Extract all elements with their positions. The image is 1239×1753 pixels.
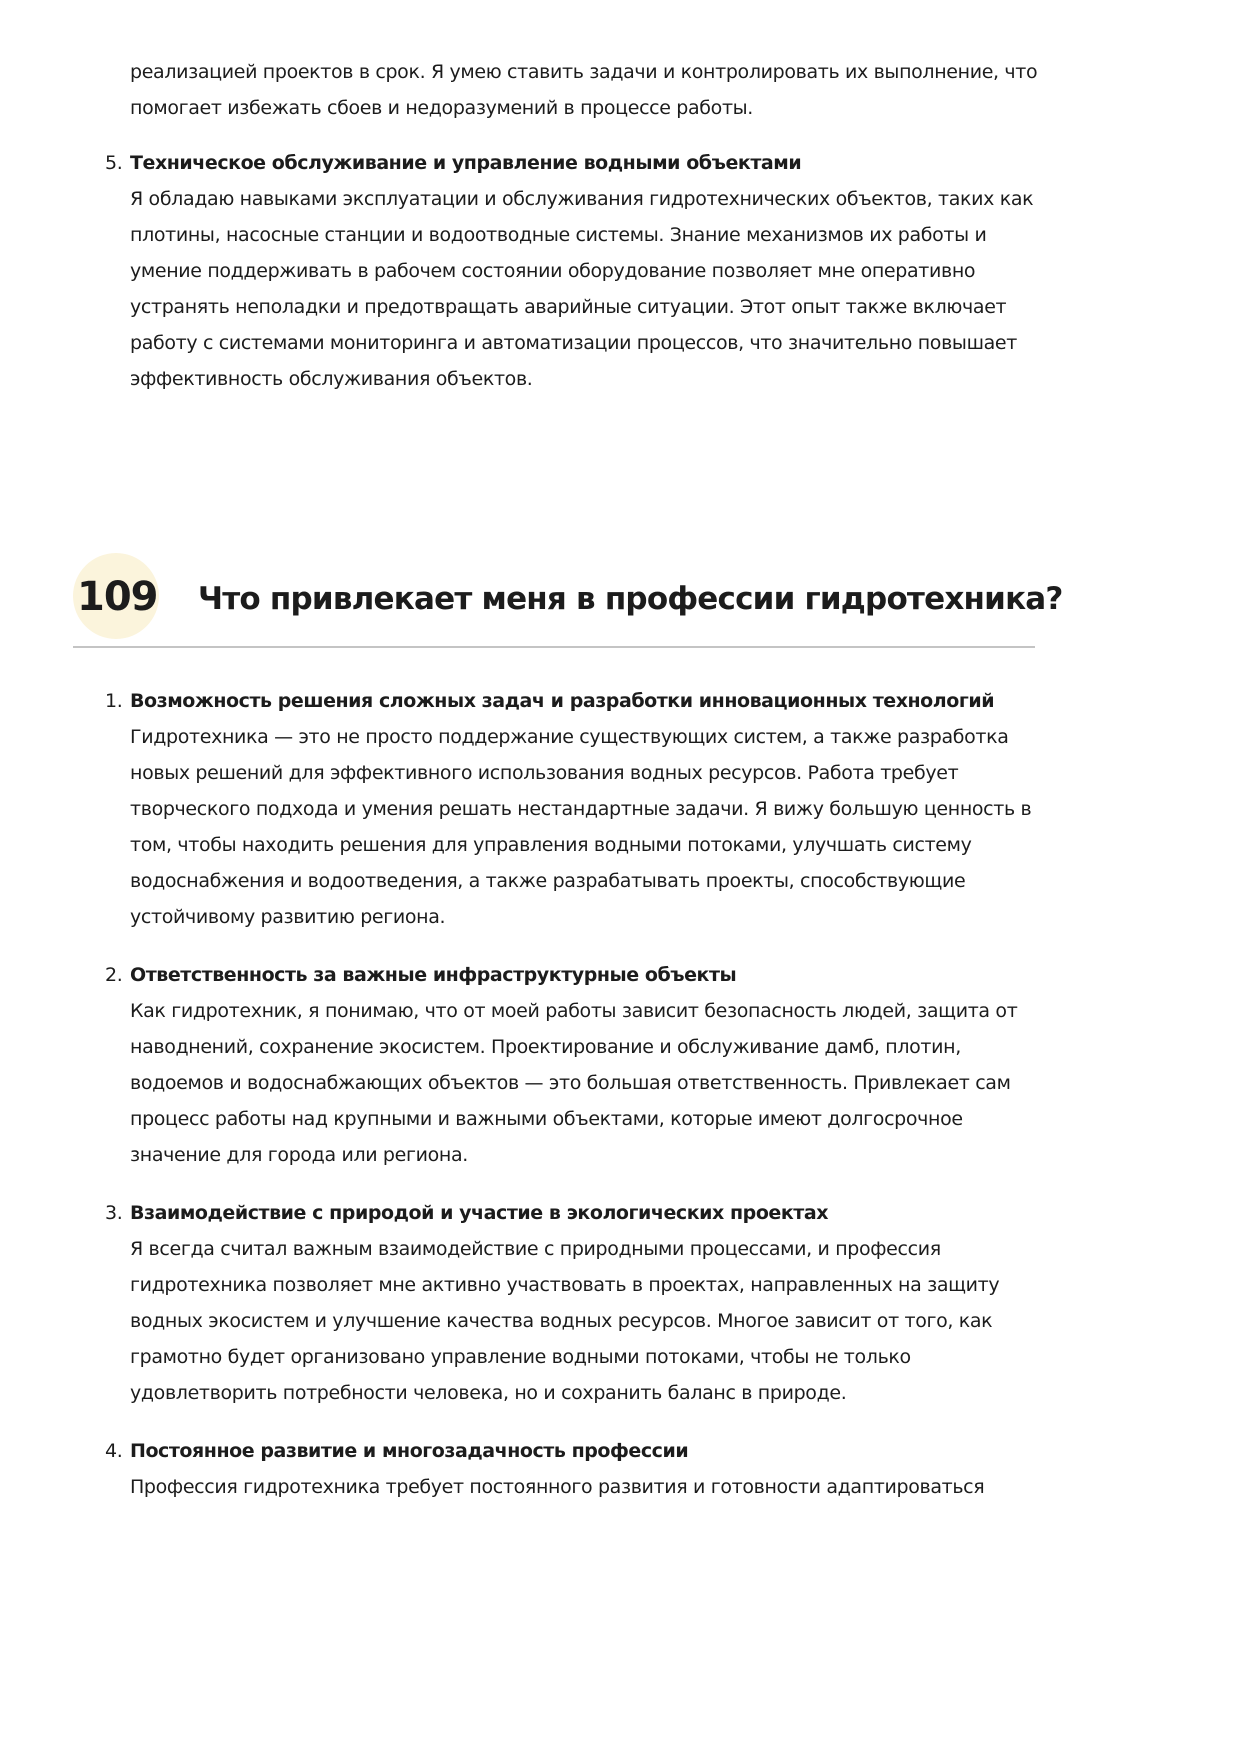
continued-paragraph (130, 54, 1050, 126)
list-item-number: 5. (105, 152, 123, 174)
list-item-title: Взаимодействие с природой и участие в экологических проектах (130, 1202, 829, 1224)
list-item-number: 1. (105, 690, 123, 712)
list-item-title: Возможность решения сложных задач и разработки инновационных технологий (130, 690, 995, 712)
list-item-text: Я обладаю навыками эксплуатации и обслуживания гидротехнических объектов, таких как плотины, насосные станции и водоотводные системы. Знание механизмов их работы и умение поддерживать в рабочем состоянии оборудование позволяет мне оперативно устранять неполадки и предотвращать аварийные ситуации. Этот опыт также включает работу с системами мониторинга и автоматизации процессов, что значительно повышает эффективность обслуживания объектов. (130, 188, 1034, 390)
list-item (0, 957, 1050, 1173)
section-divider (73, 646, 1035, 648)
list-item-text: Профессия гидротехника требует постоянного развития и готовности адаптироваться (130, 1476, 985, 1498)
list-item (0, 1433, 1050, 1505)
list-item-number: 4. (105, 1440, 123, 1462)
list-item-text: Я всегда считал важным взаимодействие с природными процессами, и профессия гидротехника позволяет мне активно участвовать в проектах, направленных на защиту водных экосистем и улучшение качества водных ресурсов. Многое зависит от того, как грамотно будет организовано управление водными потоками, чтобы не только удовлетворить потребности человека, но и сохранить баланс в природе. (130, 1238, 1000, 1404)
section-list (0, 683, 1106, 1527)
list-item-text: Как гидротехник, я понимаю, что от моей работы зависит безопасность людей, защита от наводнений, сохранение экосистем. Проектирование и обслуживание дамб, плотин, водоемов и водоснабжающих объектов — это большая ответственность. Привлекает сам процесс работы над крупными и важными объектами, которые имеют долгосрочное значение для города или региона. (130, 1000, 1018, 1166)
list-item (0, 683, 1050, 935)
list-item (0, 145, 1050, 397)
section-header (73, 553, 1063, 647)
list-item-title: Ответственность за важные инфраструктурные объекты (130, 964, 737, 986)
list-item (0, 1195, 1050, 1411)
previous-section-list (0, 145, 1106, 397)
section-title: Что привлекает меня в профессии гидротехника? (198, 581, 1063, 617)
list-item-number: 3. (105, 1202, 123, 1224)
list-item-text: Гидротехника — это не просто поддержание существующих систем, а также разработка новых решений для эффективного использования водных ресурсов. Работа требует творческого подхода и умения решать нестандартные задачи. Я вижу большую ценность в том, чтобы находить решения для управления водными потоками, улучшать систему водоснабжения и водоотведения, а также разрабатывать проекты, способствующие устойчивому развитию региона. (130, 726, 1032, 928)
list-item-title: Техническое обслуживание и управление водными объектами (130, 152, 802, 174)
list-item-title: Постоянное развитие и многозадачность профессии (130, 1440, 689, 1462)
section-number: 109 (77, 574, 158, 620)
continued-text: реализацией проектов в срок. Я умею ставить задачи и контролировать их выполнение, что помогает избежать сбоев и недоразумений в процессе работы. (130, 61, 1038, 119)
list-item-number: 2. (105, 964, 123, 986)
